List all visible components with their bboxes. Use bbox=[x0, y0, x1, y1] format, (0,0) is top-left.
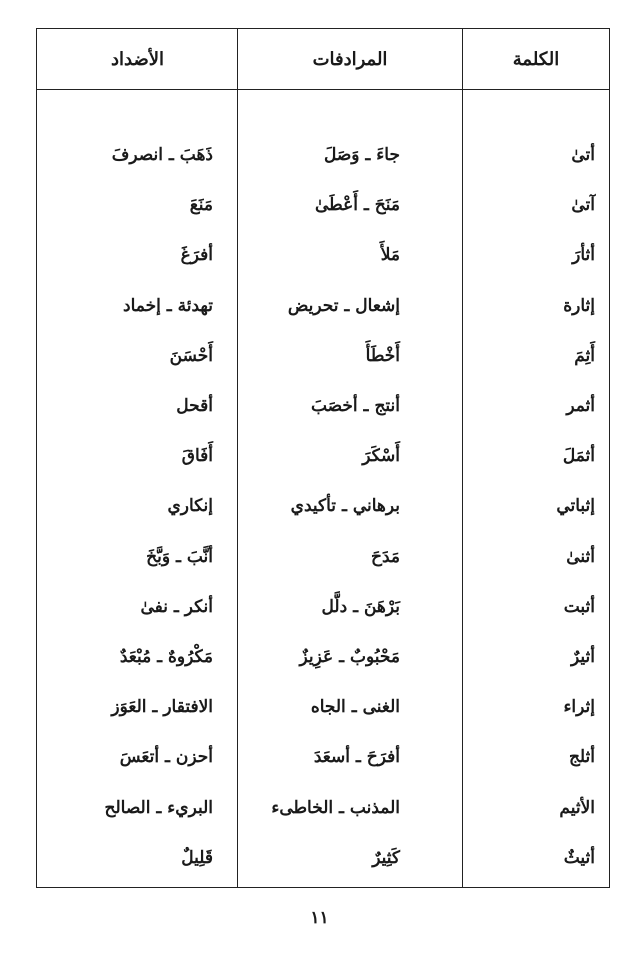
table-row bbox=[37, 286, 609, 326]
page-number: ١١ bbox=[310, 908, 329, 928]
cell-word: أثنىٰ bbox=[566, 546, 595, 567]
cell-word: أثيرٌ bbox=[571, 647, 595, 667]
cell-antonyms: ذَهَبَ ـ انصرفَ bbox=[111, 145, 213, 165]
cell-synonyms: أفرَحَ ـ أسعَدَ bbox=[313, 747, 400, 768]
cell-synonyms: كَثِيرٌ bbox=[372, 847, 400, 868]
table-row bbox=[37, 436, 609, 476]
table-row bbox=[37, 838, 609, 878]
cell-antonyms: أنكر ـ نفىٰ bbox=[140, 596, 213, 617]
cell-synonyms: بَرْهَنَ ـ دلَّل bbox=[321, 596, 400, 617]
cell-antonyms: أقحل bbox=[176, 396, 213, 416]
table-row bbox=[37, 135, 609, 175]
cell-synonyms: برهاني ـ تأكيدي bbox=[290, 496, 400, 517]
cell-antonyms: مَكْرُوهٌ ـ مُبْعَدٌ bbox=[119, 647, 213, 667]
cell-synonyms: مَدَحَ bbox=[370, 546, 400, 567]
cell-word: أثأرَ bbox=[572, 245, 595, 266]
table-row bbox=[37, 687, 609, 727]
table-row bbox=[37, 587, 609, 627]
cell-synonyms: أنتج ـ أخصَبَ bbox=[310, 396, 400, 416]
cell-antonyms: أفرَغَ bbox=[180, 245, 213, 266]
cell-synonyms: مَحْبُوبٌ ـ عَزِيزٌ bbox=[299, 647, 400, 667]
table-body bbox=[37, 89, 609, 887]
cell-synonyms: أَخْطَأَ bbox=[365, 345, 400, 366]
synonyms-antonyms-table bbox=[36, 28, 610, 888]
cell-word: أثمر bbox=[566, 396, 595, 416]
table-row bbox=[37, 788, 609, 828]
table-row bbox=[37, 637, 609, 677]
cell-antonyms: البريء ـ الصالح bbox=[104, 797, 213, 818]
table-row bbox=[37, 235, 609, 275]
table-row bbox=[37, 737, 609, 777]
header-antonyms: الأضداد bbox=[111, 48, 165, 70]
cell-synonyms: إشعال ـ تحريض bbox=[287, 295, 400, 316]
cell-antonyms: أَفَاقَ bbox=[181, 446, 213, 467]
table-header-row bbox=[37, 29, 609, 90]
table-row bbox=[37, 185, 609, 225]
table-rows bbox=[37, 89, 609, 887]
cell-word: إثباتي bbox=[556, 496, 595, 517]
table-row bbox=[37, 386, 609, 426]
cell-antonyms: مَنَعَ bbox=[189, 195, 213, 216]
cell-antonyms: أنَّبَ ـ وَبَّخَ bbox=[146, 546, 213, 567]
cell-antonyms: تهدئة ـ إخماد bbox=[123, 295, 213, 316]
table-row bbox=[37, 537, 609, 577]
cell-word: أَثِمَ bbox=[574, 345, 595, 366]
cell-antonyms: أَحْسَنَ bbox=[169, 345, 213, 366]
cell-word: آتىٰ bbox=[571, 195, 595, 216]
cell-word: أثلج bbox=[568, 747, 595, 768]
cell-synonyms: أَسْكَرَ bbox=[362, 446, 400, 467]
cell-word: إثراء bbox=[563, 697, 595, 718]
cell-word: أثمَلَ bbox=[562, 446, 595, 467]
cell-antonyms: الافتقار ـ العَوَز bbox=[111, 697, 213, 718]
cell-synonyms: الغنى ـ الجاه bbox=[310, 697, 400, 718]
cell-synonyms: مَنَحَ ـ أَعْطَىٰ bbox=[314, 195, 400, 216]
cell-synonyms: مَلأَ bbox=[380, 245, 400, 266]
cell-word: أثبت bbox=[563, 596, 595, 617]
cell-synonyms: جاءَ ـ وَصَلَ bbox=[323, 145, 400, 165]
header-synonyms: المرادفات bbox=[237, 29, 462, 89]
cell-antonyms: إنكاري bbox=[167, 496, 213, 517]
cell-word: أتىٰ bbox=[571, 145, 595, 165]
table-row bbox=[37, 486, 609, 526]
table-row bbox=[37, 336, 609, 376]
header-word: الكلمة bbox=[462, 29, 609, 89]
cell-synonyms: المذنب ـ الخاطىء bbox=[271, 797, 400, 818]
cell-word: الأثيم bbox=[559, 797, 595, 818]
cell-word: إثارة bbox=[563, 295, 595, 316]
cell-antonyms: أحزن ـ أتعَسَ bbox=[119, 747, 213, 768]
cell-word: أثيثٌ bbox=[563, 847, 595, 868]
cell-antonyms: قَلِيلٌ bbox=[181, 847, 213, 868]
